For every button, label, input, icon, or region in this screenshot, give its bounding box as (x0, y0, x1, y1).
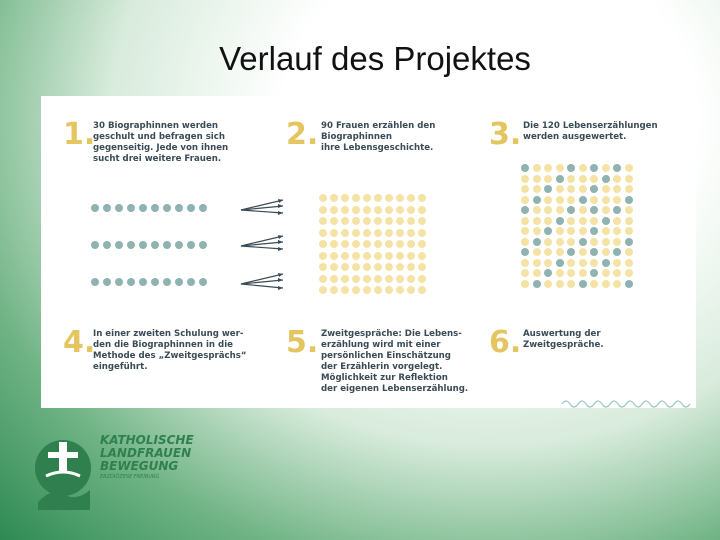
biographer-dot (103, 204, 111, 212)
narrative-dot (579, 280, 587, 288)
narrative-dot (533, 217, 541, 225)
woman-dot (407, 286, 415, 294)
biographer-dot (91, 241, 99, 249)
step-2-text: 90 Frauen erzählen den Biographinnen ihre Lebensgeschichte. (321, 121, 436, 153)
narrative-dot (613, 280, 621, 288)
narrative-dot (533, 259, 541, 267)
biographer-dot (199, 278, 207, 286)
woman-dot (385, 240, 393, 248)
narrative-dot (590, 227, 598, 235)
narrative-dot (613, 175, 621, 183)
biographer-dot (163, 278, 171, 286)
narrative-dot (590, 175, 598, 183)
narrative-dot (613, 269, 621, 277)
woman-dot (341, 275, 349, 283)
narrative-dot (579, 248, 587, 256)
woman-dot (330, 194, 338, 202)
narrative-dot (602, 217, 610, 225)
step-2-number: 2. (286, 117, 319, 152)
narrative-dot (590, 238, 598, 246)
woman-dot (363, 229, 371, 237)
woman-dot (352, 217, 360, 225)
narrative-dot (533, 280, 541, 288)
narrative-dot (613, 217, 621, 225)
woman-dot (407, 206, 415, 214)
narrative-dot (590, 164, 598, 172)
woman-dot (341, 229, 349, 237)
narrative-dot (533, 269, 541, 277)
woman-dot (374, 240, 382, 248)
woman-dot (352, 275, 360, 283)
biographer-dot (139, 204, 147, 212)
narrative-dot (556, 280, 564, 288)
narrative-dot (579, 217, 587, 225)
narrative-dot (521, 185, 529, 193)
narrative-dot (521, 238, 529, 246)
logo-line-1: KATHOLISCHE (100, 433, 194, 447)
step-3-number: 3. (489, 117, 522, 152)
biographer-dot (151, 241, 159, 249)
biographer-dot (115, 278, 123, 286)
narrative-dot (544, 196, 552, 204)
logo-line-4: ERZDIÖZESE FREIBURG (100, 474, 160, 480)
narrative-dot (521, 175, 529, 183)
narrative-dot (625, 238, 633, 246)
narrative-dot (602, 206, 610, 214)
narrative-dot (533, 206, 541, 214)
woman-dot (407, 194, 415, 202)
narrative-dot (625, 185, 633, 193)
narrative-dot (625, 227, 633, 235)
narrative-dot (567, 259, 575, 267)
woman-dot (418, 286, 426, 294)
woman-dot (330, 263, 338, 271)
logo-line-2: LANDFRAUEN (100, 446, 192, 460)
narrative-dot (556, 217, 564, 225)
woman-dot (352, 194, 360, 202)
narrative-dot (567, 206, 575, 214)
woman-dot (330, 252, 338, 260)
narrative-dot (590, 217, 598, 225)
woman-dot (341, 194, 349, 202)
woman-dot (374, 263, 382, 271)
narrative-dot (567, 217, 575, 225)
woman-dot (363, 240, 371, 248)
narrative-dot (602, 164, 610, 172)
narrative-dot (544, 217, 552, 225)
narrative-dot (567, 280, 575, 288)
woman-dot (385, 275, 393, 283)
narrative-dot (613, 185, 621, 193)
biographer-dot (199, 204, 207, 212)
woman-dot (352, 286, 360, 294)
narrative-dot (533, 175, 541, 183)
narrative-dot (625, 248, 633, 256)
woman-dot (418, 263, 426, 271)
biographer-dot (91, 204, 99, 212)
biographer-dot (103, 241, 111, 249)
woman-dot (418, 206, 426, 214)
biographer-dot (139, 278, 147, 286)
woman-dot (330, 217, 338, 225)
woman-dot (319, 275, 327, 283)
woman-dot (319, 286, 327, 294)
biographer-dot (187, 204, 195, 212)
arrows-icon (239, 196, 287, 304)
woman-dot (396, 217, 404, 225)
narrative-dot (533, 196, 541, 204)
woman-dot (330, 286, 338, 294)
woman-dot (407, 263, 415, 271)
woman-dot (319, 206, 327, 214)
woman-dot (396, 252, 404, 260)
step-6-number: 6. (489, 325, 522, 360)
biographer-dot (103, 278, 111, 286)
narrative-dot (544, 238, 552, 246)
narrative-dot (602, 227, 610, 235)
step-4-number: 4. (63, 325, 96, 360)
narrative-dot (625, 164, 633, 172)
woman-dot (396, 263, 404, 271)
narrative-dot (567, 175, 575, 183)
narrative-dot (533, 185, 541, 193)
narrative-dot (556, 164, 564, 172)
woman-dot (363, 194, 371, 202)
narrative-dot (567, 196, 575, 204)
narrative-dot (625, 206, 633, 214)
woman-dot (396, 229, 404, 237)
narrative-dot (556, 185, 564, 193)
narrative-dot (556, 259, 564, 267)
woman-dot (319, 194, 327, 202)
biographer-dot (115, 204, 123, 212)
narrative-dot (521, 217, 529, 225)
step-5-number: 5. (286, 325, 319, 360)
logo-line-3: BEWEGUNG (100, 459, 179, 473)
narrative-dot (556, 227, 564, 235)
woman-dot (363, 252, 371, 260)
woman-dot (418, 240, 426, 248)
narrative-dot (613, 259, 621, 267)
step-3-text: Die 120 Lebenserzählungen werden ausgewertet. (523, 121, 658, 142)
narrative-dot (613, 196, 621, 204)
narrative-dot (590, 248, 598, 256)
woman-dot (396, 194, 404, 202)
narrative-dot (602, 280, 610, 288)
biographer-dot (139, 241, 147, 249)
step-5-text: Zweitgespräche: Die Lebens- erzählung wird mit einer persönlichen Einschätzung der Erzählerin vorgelegt. Möglichkeit zur Reflektion der eigenen Lebenserzählung. (321, 329, 469, 394)
narrative-dot (533, 164, 541, 172)
narrative-dot (602, 248, 610, 256)
biographer-dot (127, 278, 135, 286)
woman-dot (396, 240, 404, 248)
woman-dot (341, 263, 349, 271)
step-4-text: In einer zweiten Schulung wer- den die Biographinnen in die Methode des „Zweitgesprächs“ eingeführt. (93, 329, 247, 372)
woman-dot (374, 217, 382, 225)
narrative-dot (602, 269, 610, 277)
narrative-dot (625, 196, 633, 204)
narrative-dot (521, 248, 529, 256)
woman-dot (407, 252, 415, 260)
narrative-dot (544, 206, 552, 214)
narrative-dot (567, 269, 575, 277)
narrative-dot (625, 269, 633, 277)
organization-logo (28, 432, 194, 522)
woman-dot (396, 275, 404, 283)
woman-dot (407, 217, 415, 225)
narrative-dot (590, 259, 598, 267)
narrative-dot (544, 259, 552, 267)
woman-dot (352, 252, 360, 260)
narrative-dot (533, 227, 541, 235)
woman-dot (385, 286, 393, 294)
narrative-dot (602, 238, 610, 246)
narrative-dot (613, 248, 621, 256)
narrative-dot (579, 206, 587, 214)
biographer-dot (163, 241, 171, 249)
woman-dot (341, 206, 349, 214)
woman-dot (374, 286, 382, 294)
woman-dot (418, 229, 426, 237)
biographer-dot (151, 204, 159, 212)
narrative-dot (556, 238, 564, 246)
narrative-dot (613, 238, 621, 246)
narrative-dot (625, 280, 633, 288)
step-1-number: 1. (63, 117, 96, 152)
narrative-dot (556, 248, 564, 256)
narrative-dot (544, 280, 552, 288)
biographer-dot (127, 204, 135, 212)
narrative-dot (625, 217, 633, 225)
woman-dot (385, 229, 393, 237)
narrative-dot (544, 185, 552, 193)
narrative-dot (590, 196, 598, 204)
biographer-dot (127, 241, 135, 249)
narrative-dot (567, 227, 575, 235)
narrative-dot (556, 269, 564, 277)
narrative-dot (625, 175, 633, 183)
biographer-dot (175, 278, 183, 286)
woman-dot (352, 206, 360, 214)
biographer-dot (115, 241, 123, 249)
biographer-dot (163, 204, 171, 212)
narrative-dot (567, 185, 575, 193)
biographer-dot (175, 204, 183, 212)
woman-dot (330, 275, 338, 283)
woman-dot (319, 240, 327, 248)
narrative-dot (521, 227, 529, 235)
woman-dot (319, 263, 327, 271)
woman-dot (319, 217, 327, 225)
biographer-dot (151, 278, 159, 286)
narrative-dot (544, 175, 552, 183)
woman-dot (418, 252, 426, 260)
woman-dot (363, 206, 371, 214)
narrative-dot (567, 164, 575, 172)
woman-dot (330, 206, 338, 214)
step-6-text: Auswertung der Zweitgespräche. (523, 329, 604, 350)
narrative-dot (579, 269, 587, 277)
woman-dot (385, 217, 393, 225)
narrative-dot (590, 269, 598, 277)
step-1-text: 30 Biographinnen werden geschult und befragen sich gegenseitig. Jede von ihnen sucht drei weitere Frauen. (93, 121, 229, 164)
woman-dot (385, 206, 393, 214)
narrative-dot (544, 269, 552, 277)
biographer-dot (175, 241, 183, 249)
woman-dot (352, 229, 360, 237)
narrative-dot (613, 227, 621, 235)
woman-dot (330, 240, 338, 248)
woman-dot (319, 252, 327, 260)
narrative-dot (602, 196, 610, 204)
narrative-dot (579, 196, 587, 204)
narrative-dot (533, 238, 541, 246)
project-infographic (41, 96, 696, 408)
narrative-dot (625, 259, 633, 267)
narrative-dot (544, 164, 552, 172)
narrative-dot (521, 164, 529, 172)
narrative-dot (613, 164, 621, 172)
woman-dot (341, 217, 349, 225)
narrative-dot (533, 248, 541, 256)
woman-dot (374, 229, 382, 237)
woman-dot (418, 217, 426, 225)
narrative-dot (544, 227, 552, 235)
narrative-dot (567, 248, 575, 256)
narrative-dot (602, 185, 610, 193)
narrative-dot (556, 196, 564, 204)
narrative-dot (602, 175, 610, 183)
biographer-dot (91, 278, 99, 286)
narrative-dot (590, 206, 598, 214)
narrative-dot (521, 196, 529, 204)
narrative-dot (556, 175, 564, 183)
biographer-dot (187, 241, 195, 249)
narrative-dot (602, 259, 610, 267)
woman-dot (352, 263, 360, 271)
slide-title: Verlauf des Projektes (219, 40, 531, 77)
woman-dot (363, 217, 371, 225)
narrative-dot (579, 175, 587, 183)
woman-dot (385, 263, 393, 271)
narrative-dot (579, 164, 587, 172)
woman-dot (418, 194, 426, 202)
woman-dot (396, 286, 404, 294)
woman-dot (341, 286, 349, 294)
narrative-dot (521, 206, 529, 214)
woman-dot (407, 229, 415, 237)
woman-dot (374, 275, 382, 283)
woman-dot (363, 275, 371, 283)
narrative-dot (579, 238, 587, 246)
woman-dot (385, 252, 393, 260)
woman-dot (341, 240, 349, 248)
woman-dot (385, 194, 393, 202)
woman-dot (319, 229, 327, 237)
narrative-dot (590, 280, 598, 288)
woman-dot (407, 275, 415, 283)
woman-dot (330, 229, 338, 237)
narrative-dot (579, 259, 587, 267)
narrative-dot (521, 269, 529, 277)
woman-dot (396, 206, 404, 214)
narrative-dot (556, 206, 564, 214)
narrative-dot (521, 259, 529, 267)
woman-dot (407, 240, 415, 248)
narrative-dot (521, 280, 529, 288)
woman-dot (374, 194, 382, 202)
woman-dot (374, 206, 382, 214)
decorative-squiggle-icon (560, 396, 700, 412)
narrative-dot (544, 248, 552, 256)
narrative-dot (590, 185, 598, 193)
narrative-dot (613, 206, 621, 214)
woman-dot (363, 263, 371, 271)
narrative-dot (567, 238, 575, 246)
narrative-dot (579, 185, 587, 193)
woman-dot (374, 252, 382, 260)
woman-dot (352, 240, 360, 248)
biographer-dot (187, 278, 195, 286)
biographer-dot (199, 241, 207, 249)
woman-dot (341, 252, 349, 260)
logo-emblem-icon (28, 432, 98, 512)
narrative-dot (579, 227, 587, 235)
woman-dot (418, 275, 426, 283)
woman-dot (363, 286, 371, 294)
